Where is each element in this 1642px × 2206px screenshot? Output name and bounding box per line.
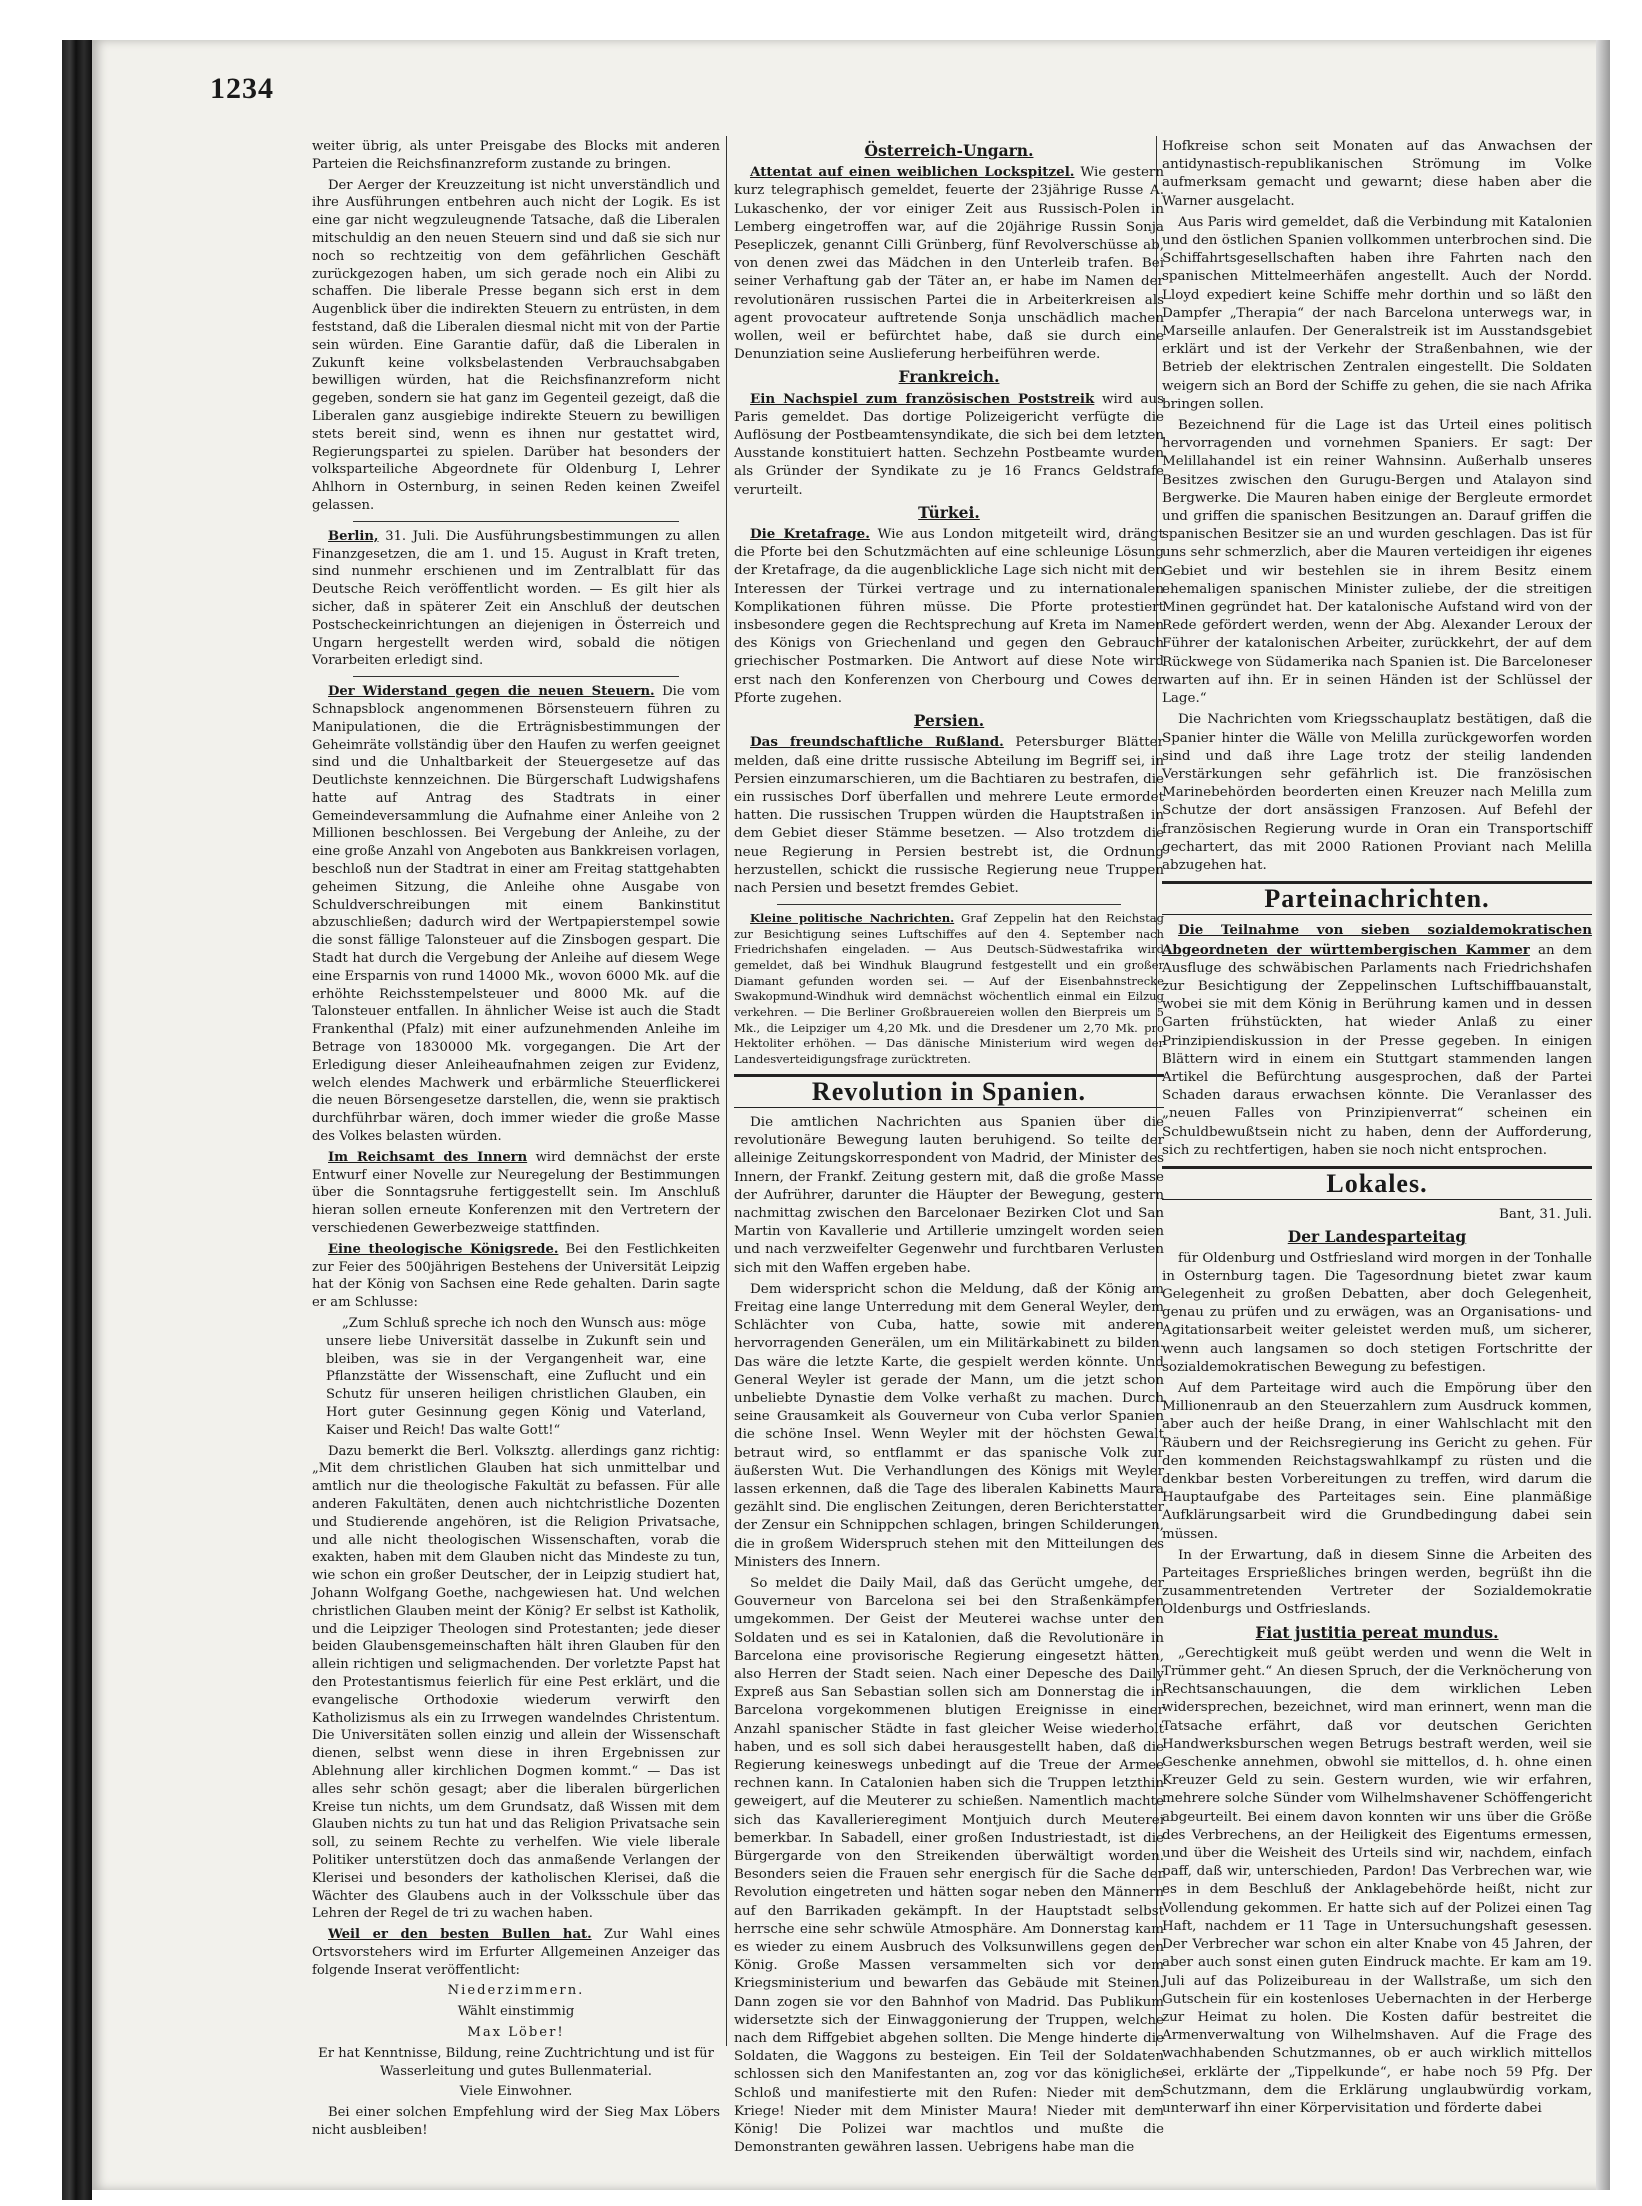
paragraph: Die Nachrichten vom Kriegsschauplatz bestätigen, daß die Spanier hinter die Wälle von Melilla zurückgeworfen worden sind und daß ihre Lage trotz der steilig landenden Verstärkungen sehr gefährlich ist. Die französischen Marinebehörden beorderten einen Kreuzer nach Melilla zum Schutze der dort ansässigen Franzosen. Auf Befehl der französischen Regierung wurde in Oran ein Transportschiff gechartert, das mit 2000 Rationen Proviant nach Melilla abzugehen hat. [1162, 712, 1592, 873]
book-binding [62, 40, 92, 2200]
major-headline: Lokales. [1326, 1168, 1428, 1198]
inserat-line: Er hat Kenntnisse, Bildung, reine Zuchtrichtung und ist für Wasserleitung und gutes Bullenmaterial. [318, 2045, 714, 2079]
paragraph: Der Aerger der Kreuzzeitung ist nicht unverständlich und ihre Ausführungen entbehren auch nicht der Logik. Es ist eine gar nicht wegzuleugnende Tatsache, daß die Liberalen mitschuldig an den neuen Steuern sind und daß sie sich nur noch so rechtzeitig von dem gefährlichen Geschäft zurückgezogen haben, um sich gerade noch ein Alibi zu schaffen. Die liberale Presse begann sich erst in dem Augenblick über die indirekten Steuern zu entrüsten, in dem feststand, daß die Liberalen diesmal nicht mit von der Partie sein würden. Eine Garantie dafür, daß die Liberalen in Zukunft keine volksbelastenden Verbrauchsabgaben bewilligen würden, hat die Reichsfinanzreform nicht gegeben, sondern sie hat ganz im Gegenteil gezeigt, daß die Liberalen ganz ausgiebige indirekte Steuern zu bewilligen stets bereit sind, wenn es ihnen nur gestattet wird, Regierungspartei zu spielen. Darüber hat besonders der volksparteiliche Abgeordnete für Oldenburg I, Lehrer Ahlhorn in Osternburg, in seinen Reden keinen Zweifel gelassen. [312, 177, 720, 513]
column-2 [734, 138, 1164, 2160]
article-headline: Die Teilnahme von sieben sozialdemokratischen Abgeordneten der württembergischen Kammer [1162, 922, 1592, 958]
page-edge [1596, 40, 1610, 2190]
inserat-line: Viele Einwohner. [459, 2084, 573, 2100]
article-text: wird aus Paris gemeldet. Das dortige Polizeigericht verfügte die Auflösung der Postbeamtensyndikate, die sich bei dem letzten Ausstande konstituiert hatten. Sechzehn Postbeamte wurden als Gründer der Syndikate zu je 16 Francs Geldstrafe verurteilt. [734, 391, 1164, 498]
article-text: Zur Wahl eines Ortsvorstehers wird im Erfurter Allgemeinen Anzeiger das folgende Inserat veröffentlicht: [312, 1927, 720, 1978]
column-rule [726, 136, 727, 2046]
section-heading: Der Landesparteitag [1287, 1227, 1467, 1247]
article-headline: Attentat auf einen weiblichen Lockspitzel. [750, 164, 1075, 181]
article-text: Wie gestern kurz telegraphisch gemeldet, feuerte der 23jährige Russe A. Lukaschenko, der vor einiger Zeit aus Russisch-Polen in Lemberg eingetroffen war, auf die 20jährige Russin Sonja Pesepliczek, genannt Cilli Grünberg, fünf Revolverschüsse ab, von denen zwei das Mädchen in den Unterleib trafen. Bei seiner Verhaftung gab der Täter an, er habe im Namen der revolutionären russischen Partei die in Arbeiterkreisen als agent provocateur auftretende Sonja unschädlich machen wollen, weil er befürchtet habe, daß sie durch eine Denunziation seine Auslieferung herbeiführen werde. [734, 165, 1164, 363]
article-berlin [312, 528, 720, 670]
article-headline: Berlin, [328, 528, 379, 544]
article-headline: Eine theologische Königsrede. [328, 1241, 559, 1257]
divider [777, 904, 1121, 905]
article-headline: Im Reichsamt des Innern [328, 1149, 528, 1165]
article-text: an dem Ausfluge des schwäbischen Parlaments nach Friedrichshafen zur Besichtigung der Zeppelinschen Luftschiffbauanstalt, wobei sie mit dem König in Berührung kamen und in dessen Garten frühstückten, hat wieder Anlaß zu einer Prinzipiendiskussion in der Presse gegeben. In einigen Blättern wird in einem ein Stuttgart stammenden langen Artikel die Befürchtung ausgesprochen, daß der Partei Schaden daraus erwachsen könnte. Die Veranlasser des „neuen Falles von Prinzipienverrat“ scheinen ein Schuldbewußtsein nicht zu haben, denn der Aufforderung, sich zu rechtfertigen, haben sie noch nicht entsprochen. [1162, 942, 1592, 1158]
paragraph: Auf dem Parteitage wird auch die Empörung über den Millionenraub an den Steuerzahlern zum Ausdruck kommen, aber auch der heiße Drang, in einer Wahlschlacht mit den Räubern und der Reichsregierung ins Gericht zu gehen. Für den kommenden Reichstagswahlkampf zu rüsten und die denkbar besten Vorbereitungen zu treffen, wird darum die Hauptaufgabe des Parteitages sein. Eine planmäßige Aufklärungsarbeit wird die Grundbedingung dabei sein müssen. [1162, 1381, 1592, 1542]
major-headline: Parteinachrichten. [1264, 884, 1490, 914]
section-heading: Persien. [913, 711, 985, 731]
article-headline: Die Kretafrage. [750, 526, 870, 543]
section-heading: Österreich-Ungarn. [864, 141, 1034, 160]
page-number: 1234 [210, 72, 274, 105]
article-parteinachrichten [1162, 921, 1592, 1160]
paragraph: Hofkreise schon seit Monaten auf das Anwachsen der antidynastisch-republikanischen Strömung im Volke aufmerksam gemacht und gewarnt; diese haben aber die Warner ausgelacht. [1162, 139, 1592, 209]
article-headline: Ein Nachspiel zum französischen Poststreik [750, 390, 1095, 407]
article-frankreich [734, 390, 1164, 500]
divider [353, 676, 679, 677]
article-text: wird demnächst der erste Entwurf einer Novelle zur Neuregelung der Bestimmungen über die Sonntagsruhe fertiggestellt sein. Im Anschluß hieran sollen erneute Konferenzen mit den Vertretern der verschiedenen Gewerbezweige stattfinden. [312, 1149, 720, 1237]
inserat-line: Wählt einstimmig [457, 2004, 575, 2020]
divider [353, 521, 679, 522]
article-headline: Kleine politische Nachrichten. [750, 911, 955, 926]
article-persien [734, 733, 1164, 898]
paragraph: Dazu bemerkt die Berl. Volksztg. allerdings ganz richtig: „Mit dem christlichen Glauben hat sich unmittelbar und amtlich nur die theologische Fakultät zu befassen. Für alle anderen Fakultäten, denen auch nichtchristliche Dozenten und Studierende angehören, ist die Religion Privatsache, und alle nicht theologischen Wissenschaften, vorab die exakten, haben mit dem Glauben nicht das Mindeste zu tun, wie schon ein großer Deutscher, der in Leipzig studiert hat, Johann Wolfgang Goethe, nachgewiesen hat. Und welchen christlichen Glauben meint der König? Er selbst ist Katholik, und die Leipziger Theologen sind Protestanten; jede dieser beiden Glaubensgemeinschaften hält ihren Glauben für den allein richtigen und seligmachenden. Der vorletzte Papst hat den Protestantismus feierlich für eine Pest erklärt, und die evangelische Orthodoxie wiederum verwirft den Katholizismus als ein zu Irrwegen wandelndes Christentum. Die Universitäten sollen einzig und allein der Wissenschaft dienen, selbst wenn diese in ihren Ergebnissen zur Ablehnung aller kirchlichen Dogmen kommt.“ — Das ist alles sehr schön gesagt; aber die liberalen bürgerlichen Kreise tun nichts, um dem Grundsatz, daß Wissen mit dem Glauben nichts zu tun hat und das Religion Privatsache sein soll, zu seinem Rechte zu verhelfen. Wie viele liberale Politiker unterstützen doch das anmaßende Verlangen der Klerisei und besonders der katholischen Klerisei, daß die Wächter des Glaubens auch in der Volksschule über das Lehren der Regel de tri zu wachen haben. [312, 1443, 720, 1922]
section-heading: Frankreich. [898, 367, 1000, 387]
paragraph: In der Erwartung, daß in diesem Sinne die Arbeiten des Parteitages Ersprießliches bringen werden, begrüßt ihn die zusammentretenden Vertreter der Sozialdemokratie Oldenburgs und Ostfrieslands. [1162, 1547, 1592, 1618]
paragraph: Die amtlichen Nachrichten aus Spanien über die revolutionäre Bewegung lauten beruhigend. So teilte der alleinige Zeitungskorrespondent von Madrid, der Minister des Innern, der Frankf. Zeitung gestern mit, daß die große Masse der Aufrührer, darunter die Häupter der Bewegung, gestern nachmittag zwischen den Barcelonaer Bezirken Clot und San Martin von Kavallerie und Artillerie umzingelt worden seien und nach verzweifelter Gegenwehr und furchtbaren Verlusten sich mit den Waffen ergeben habe. [734, 1114, 1164, 1276]
article-oesterreich [734, 163, 1164, 364]
paragraph: für Oldenburg und Ostfriesland wird morgen in der Tonhalle in Osternburg tagen. Die Tagesordnung bietet zwar kaum Gelegenheit zu großen Debatten, aber doch Gelegenheit, genau zu prüfen und zu erwägen, was an Organisations- und Agitationsarbeit weiter geleistet werden muß, um sicherer, wenn auch langsamen so doch stetigen Fortschritte der sozialdemokratischen Bewegung zu befestigen. [1162, 1250, 1592, 1375]
column-1 [312, 138, 720, 2143]
article-text: Die vom Schnapsblock angenommenen Börsensteuern führen zu Manipulationen, die die Erträgnisbestimmungen der Geheimräte vollständig über den Haufen zu werfen geeignet sind und die Unhaltbarkeit der Steuergesetze auf das Deutlichste kennzeichnen. Die Bürgerschaft Ludwigshafens hatte auf Antrag des Stadtrats in einer Gemeindeversammlung die Aufnahme einer Anleihe von 2 Millionen beschlossen. Bei Vergebung der Anleihe, zu der eine große Anzahl von Angeboten aus Bankkreisen vorlagen, beschloß nun der Stadtrat in einer am Freitag stattgehabten geheimen Sitzung, die Anleihe ohne Ausgabe von Schuldverschreibungen mit einem Bankinstitut abzuschließen; dadurch wird der Wertpapierstempel sowie die sonst fällige Talonsteuer auf die Zinsbogen gespart. Die Stadt hat durch die Vergebung der Anleihe auf diesem Wege eine Ersparnis von rund 14000 Mk., wovon 6000 Mk. auf die erhöhte Reichsstempelsteuer und 8000 Mk. auf die Talonsteuer entfallen. In ähnlicher Weise ist auch die Stadt Frankenthal (Pfalz) mit einer aufzunehmenden Anleihe im Betrage von 1830000 Mk. vorgegangen. Die Art der Erledigung dieser Anleiheaufnahmen zeigen zur Evidenz, welch elendes Machwerk und erbärmliche Steuerflickerei die neuen Börsengesetze darstellen, die, wenn sie praktisch durchführbar wären, doch immer wieder die große Masse des Volkes belasten würden. [312, 684, 720, 1145]
article-text: Petersburger Blätter melden, daß eine dritte russische Abteilung im Begriff sei, in Persien einzumarschieren, um die Bachtiaren zu bestrafen, die ein russisches Dorf überfallen und mehrere Leute ermordet hatten. Die russischen Truppen würden die Hauptstraßen in dem Gebiet dieser Stämme besetzen. — Also trotzdem die neue Regierung in Persien bestrebt ist, die Ordnung herzustellen, schickt die russische Regierung neue Truppen nach Persien und besetzt fremdes Gebiet. [734, 735, 1164, 896]
article-bullen [312, 1926, 720, 1979]
column-3 [1162, 138, 1592, 2121]
article-tuerkei [734, 525, 1164, 708]
paragraph: weiter übrig, als unter Preisgabe des Blocks mit anderen Parteien die Reichsfinanzreform zustande zu bringen. [312, 139, 720, 172]
paragraph: „Gerechtigkeit muß geübt werden und wenn die Welt in Trümmer geht.“ An diesen Spruch, der die Verknöcherung von Rechtsanschauungen, die dem wirklichen Leben widersprechen, bezeichnet, wird man erinnert, wenn man die Tatsache erfährt, daß vor deutschen Gerichten Handwerksburschen wegen Betrugs bestraft werden, weil sie Geschenke annehmen, obwohl sie mittellos, d. h. ohne einen Kreuzer Geld zu sein. Gestern wurden, wie wir erfahren, mehrere solche Sünder vom Wilhelmshavener Schöffengericht abgeurteilt. Bei einem davon konnten wir uns über die Größe des Verbrechens, an der Heiligkeit des Eigentums ermessen, und über die Weisheit des Urteils sind wir, nachdem, einfach paff, daß wir, unterschieden, Pardon! Das Verbrechen war, wie es in dem Beschluß der Anklagebehörde heißt, nicht zur Vollendung gekommen. Er hatte sich auf der Polizei einen Tag Haft, nachdem er 11 Tage in Untersuchungshaft gesessen. Der Verbrecher war schon ein alter Knabe von 45 Jahren, der aber auch sonst einen guten Eindruck machte. Er kam am 19. Juli auf das Polizeibureau in der Wallstraße, um sich den Gutschein für ein kostenloses Uebernachten in der Herberge zur Heimat zu holen. Die Kosten dafür bestreitet die Armenverwaltung von Wilhelmshaven. Auf die Frage des wachhabenden Schutzmannes, ob er auch wirklich mittellos sei, erklärte der „Tippelkunde“, er habe noch 59 Pfg. Der Schutzmann, dem die Erklärung unglaubwürdig vorkam, unterwarf ihn einer Körpervisitation und förderte dabei [1162, 1645, 1592, 2116]
article-widerstand [312, 683, 720, 1146]
article-koenigsrede [312, 1241, 720, 1312]
article-text: 31. Juli. Die Ausführungsbestimmungen zu allen Finanzgesetzen, die am 1. und 15. August in Kraft treten, sind nunmehr erschienen und im Zentralblatt für das Deutsche Reich veröffentlicht worden. — Es gilt hier als sicher, daß in späterer Zeit ein Anschluß der deutschen Postscheckeinrichtungen an diejenigen in Österreich und Ungarn hergestellt werden wird, sobald die nötigen Vorarbeiten erledigt sind. [312, 528, 720, 669]
article-kleine-nachrichten [734, 911, 1164, 1068]
dateline: Bant, 31. Juli. [1498, 1207, 1592, 1223]
major-headline: Revolution in Spanien. [811, 1076, 1087, 1106]
paragraph: So meldet die Daily Mail, daß das Gerücht umgehe, der Gouverneur von Barcelona sei bei den Straßenkämpfen umgekommen. Der Geist der Meuterei wachse unter den Soldaten und es sei in Katalonien, daß die Revolutionäre in Barcelona eine provisorische Regierung eingesetzt hätten, also Herren der Stadt seien. Nach einer Depesche des Daily Expreß aus San Sebastian sollen sich am Donnerstag die in Barcelona vorgekommenen blutigen Ereignisse in einer Anzahl spanischer Städte in fast gleicher Weise wiederholt haben, und es soll sich dabei herausgestellt haben, daß die Regierung keineswegs unbedingt auf die Treue der Armee rechnen kann. In Catalonien haben sich die Truppen letzthin geweigert, auf die Meuterer zu schießen. Namentlich machte sich das Kavallerieregiment Montjuich durch Meuterei bemerkbar. In Sabadell, einer großen Industriestadt, ist die Bürgergarde von den Streikenden überwältigt worden. Besonders seien die Frauen sehr energisch für die Sache der Revolution eingetreten und hätten sogar neben den Männern auf den Barrikaden gekämpft. In der Hauptstadt selbst herrsche eine sehr schwüle Atmosphäre. Am Donnerstag kam es wieder zu einem Ausbruch des Volksunwillens gegen den König. Große Massen versammelten sich vor dem Kriegsministerium und bewarfen das Gebäude mit Steinen. Dann zogen sie vor den Bahnhof von Madrid. Das Publikum widersetzte sich der Einwaggonierung der Truppen, welche nach dem Riffgebiet abgehen sollten. Die Menge hinderte die Soldaten, die Waggons zu besteigen. Ein Teil der Soldaten schlossen sich den Manifestanten an, zog vor das königliche Schloß und manifestierte mit den Rufen: Nieder mit dem Kriege! Nieder mit dem Minister Maura! Nieder mit dem König! Die Polizei war machtlos und mußte die Demonstranten gewähren lassen. Uebrigens habe man die [734, 1575, 1164, 2156]
inserat-line: Max Löber! [467, 2025, 565, 2041]
article-headline: Das freundschaftliche Rußland. [750, 734, 1004, 751]
article-headline: Weil er den besten Bullen hat. [328, 1927, 592, 1943]
headline-box [1162, 881, 1592, 915]
article-text: Wie aus London mitgeteilt wird, drängt die Pforte bei den Schutzmächten auf eine schleunige Lösung der Kretafrage, da die augenblickliche Lage sich nicht mit den Interessen der Türkei vertrage und zu internationalen Komplikationen führen müsse. Die Pforte protestiert insbesondere gegen die Rechtsprechung auf Kreta im Namen des Königs von Griechenland und gegen den Gebrauch griechischer Postmarken. Die Antwort auf diese Note wird erst nach den Konferenzen von Cherbourg und Cowes der Pforte zugehen. [734, 527, 1164, 706]
article-text: Graf Zeppelin hat den Reichstag zur Besichtigung seines Luftschiffes auf den 4. September nach Friedrichshafen eingeladen. — Aus Deutsch-Südwestafrika wird gemeldet, daß bei Windhuk Blaugrund festgestellt und ein großer Diamant gefunden worden sei. — Auf der Eisenbahnstrecke Swakopmund-Windhuk wird demnächst wöchentlich einmal ein Eilzug verkehren. — Die Berliner Großbrauereien wollen den Bierpreis um 5 Mk., die Leipziger um 4,20 Mk. und die Dresdener um 2,70 Mk. pro Hektoliter erhöhen. — Das dänische Ministerium wird wegen der Landesverteidigungsfrage zurücktreten. [734, 911, 1165, 1067]
inserat-line: Niederzimmern. [447, 1983, 585, 1999]
article-reichsamt [312, 1149, 720, 1238]
article-headline: Der Widerstand gegen die neuen Steuern. [328, 684, 655, 700]
paragraph: Aus Paris wird gemeldet, daß die Verbindung mit Katalonien und den östlichen Spanien vollkommen unterbrochen sind. Die Schiffahrtsgesellschaften haben ihre Fahrten nach den spanischen Mittelmeerhäfen angestellt. Auch der Nordd. Lloyd expediert keine Schiffe mehr dorthin und so läßt den Dampfer „Therapia“ der nach Barcelona unterwegs war, in Marseille anlaufen. Der Generalstreik ist im Ausstandsgebiet erklärt und ist der Verkehr der Straßenbahnen, wie der Betrieb der elektrischen Zentralen eingestellt. Die Soldaten weigern sich an Bord der Schiffe zu gehen, die sie nach Afrika bringen sollen. [1162, 214, 1592, 412]
paragraph: Dem widerspricht schon die Meldung, daß der König am Freitag eine lange Unterredung mit dem General Weyler, dem Schlächter von Cuba, hatte, sowie mit anderen hervorragenden Generälen, um ein Militärkabinett zu bilden. Das wäre die letzte Karte, die gespielt werden könnte. Und General Weyler ist gerade der Mann, um die jetzt schon unbeliebte Dynastie dem Volke verhaßt zu machen. Durch seine Grausamkeit als Gouverneur von Cuba verlor Spanien die schöne Insel. Wenn Weyler mit der höchsten Gewalt betraut wird, so entflammt er das spanische Volk zur äußersten Wut. Die Verhandlungen des Königs mit Weyler lassen erkennen, daß die Tage des liberalen Kabinetts Maura gezählt sind. Die englischen Zeitungen, deren Berichterstatter der Zensur ein Schnippchen schlagen, bringen Schilderungen, die in großem Widerspruch stehen mit den Mitteilungen des Ministers des Innern. [734, 1281, 1164, 1570]
headline-box [734, 1074, 1164, 1108]
section-heading: Türkei. [918, 502, 980, 522]
headline-box [1162, 1166, 1592, 1200]
paragraph: Bezeichnend für die Lage ist das Urteil eines politisch hervorragenden und vornehmen Spaniers. Er sagt: Der Melillahandel ist ein reiner Wahnsinn. Außerhalb unseres Besitzes zwischen den Gurugu-Bergen und Atalayon sind Bergwerke. Die Mauren haben einige der Bergleute ermordet und griffen die spanischen Besitzungen an. Darauf griffen die spanischen Besitzer sie an und wurden geschlagen. Das ist für uns sehr schmerzlich, aber die Mauren verteidigen ihr eigenes Gebiet und wir bestehlen sie in ihrem Besitz einem ehemaligen spanischen Minister zuliebe, der die streitigen Minen gegründet hat. Der katalonische Aufstand wird von der Rede gefördert werden, wenn der Abg. Alexander Leroux der Führer der katalonischen Arbeiter, zurückkehrt, der auf dem Rückwege von Südamerika nach Spanien ist. Die Barceloneser warten auf ihn. Er in seinen Händen ist der Schlüssel der Lage.“ [1162, 418, 1592, 707]
quotation: „Zum Schluß spreche ich noch den Wunsch aus: möge unsere liebe Universität dasselbe in Zukunft sein und bleiben, was sie in der Vergangenheit war, eine Pflanzstätte der Wissenschaft, eine Zuflucht und ein Schutz für unseren heiligen christlichen Glauben, ein Hort guter Gesinnung gegen König und Vaterland, Kaiser und Reich! Das walte Gott!“ [326, 1316, 706, 1438]
article-text: Bei den Festlichkeiten zur Feier des 500jährigen Bestehens der Universität Leipzig hat der König von Sachsen eine Rede gehalten. Darin sagte er am Schlusse: [312, 1241, 720, 1311]
section-heading: Fiat justitia pereat mundus. [1255, 1622, 1499, 1642]
paragraph: Bei einer solchen Empfehlung wird der Sieg Max Löbers nicht ausbleiben! [312, 2105, 720, 2139]
